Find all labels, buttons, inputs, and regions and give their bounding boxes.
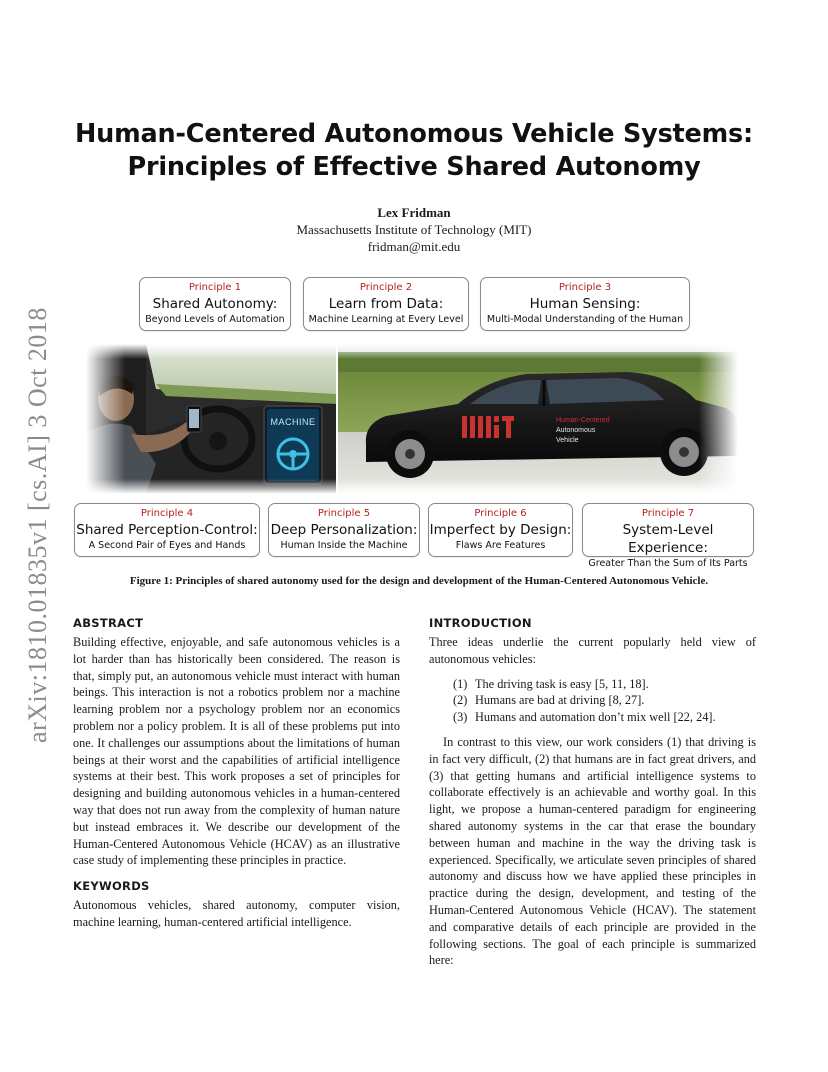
principle-number: Principle 2 (359, 282, 413, 293)
list-item-text: Humans are bad at driving [8, 27]. (475, 693, 645, 708)
principle-subtitle: Multi-Modal Understanding of the Human (486, 314, 684, 325)
author-affiliation: Massachusetts Institute of Technology (MIT) (296, 222, 532, 237)
list-item (453, 676, 756, 693)
principle-subtitle: A Second Pair of Eyes and Hands (88, 540, 246, 551)
introduction-heading: INTRODUCTION (429, 616, 532, 630)
principle-number: Principle 3 (558, 282, 612, 293)
principle-box-5 (268, 503, 420, 557)
principle-title: Learn from Data: (328, 296, 444, 312)
list-item (453, 709, 756, 726)
principle-subtitle: Greater Than the Sum of Its Parts (588, 558, 748, 569)
principle-subtitle: Machine Learning at Every Level (308, 314, 464, 325)
principle-number: Principle 6 (474, 508, 527, 519)
principle-title: Deep Personalization: (270, 522, 418, 538)
abstract-heading: ABSTRACT (73, 616, 144, 630)
list-item-text: Humans and automation don’t mix well [22, 24]. (475, 710, 716, 725)
list-item-number: (2) (453, 693, 468, 708)
assumptions-list (429, 676, 756, 726)
principle-box-1 (139, 277, 291, 331)
author-email: fridman@mit.edu (367, 239, 461, 254)
list-item-text: The driving task is easy [5, 11, 18]. (475, 676, 649, 691)
principle-box-2 (303, 277, 469, 331)
list-item (453, 692, 756, 709)
principle-title: System-Level Experience: (622, 522, 714, 556)
introduction-body: In contrast to this view, our work considers (1) that driving is in fact very difficult, (2) that humans are in fact great drivers, and (3) that getting humans and artificial intelligence systems to collaborate effectively is an achievable and worthy goal. In this light, we propose a human-centered paradigm for engineering shared autonomy systems in the car that erase the boundary between human and machine in the way the driving task is experienced. Specifically, we articulate seven principles of shared autonomy and discuss how we have applied these principles in practice during the design, development, and testing of the Human-Centered Autonomous Vehicle (HCAV). The statement and comparative details of each principle are provided in the following sections. The goal of each principle is summarized here: (429, 734, 756, 968)
paper-title (0, 118, 828, 184)
list-item-number: (1) (453, 676, 468, 691)
principle-number: Principle 7 (641, 508, 695, 519)
title-line-1: Human-Centered Autonomous Vehicle Systems: (75, 119, 753, 149)
principle-number: Principle 5 (317, 508, 371, 519)
principle-title: Shared Perception-Control: (76, 522, 258, 538)
principle-subtitle: Human Inside the Machine (280, 540, 408, 551)
principle-title: Human Sensing: (529, 296, 641, 312)
principle-number: Principle 1 (188, 282, 242, 293)
principle-subtitle: Beyond Levels of Automation (145, 314, 285, 325)
keywords-text: Autonomous vehicles, shared autonomy, computer vision, machine learning, human-centered artificial intelligence. (73, 898, 400, 929)
keywords-heading: KEYWORDS (73, 879, 150, 894)
author-block (0, 204, 828, 255)
hcav-photo (86, 344, 738, 494)
principle-box-6 (428, 503, 573, 557)
introduction-lead: Three ideas underlie the current popularly held view of autonomous vehicles: (429, 635, 756, 666)
principle-box-7 (582, 503, 754, 569)
principle-box-4 (74, 503, 260, 557)
arxiv-identifier: arXiv:1810.01835v1 [cs.AI] 3 Oct 2018 (23, 307, 52, 743)
left-column (73, 616, 400, 931)
list-item-number: (3) (453, 710, 468, 725)
principle-box-3 (480, 277, 690, 331)
principle-subtitle: Flaws Are Features (455, 540, 546, 551)
author-name: Lex Fridman (377, 205, 451, 220)
figure-caption: Figure 1: Principles of shared autonomy used for the design and development of the Human-Centered Autonomous Vehicle. (129, 575, 709, 587)
title-line-2: Principles of Effective Shared Autonomy (127, 152, 701, 182)
principle-title: Shared Autonomy: (152, 296, 278, 312)
principle-number: Principle 4 (140, 508, 194, 519)
principle-title: Imperfect by Design: (429, 522, 572, 538)
abstract-text: Building effective, enjoyable, and safe autonomous vehicles is a lot harder than has historically been considered. The reason is that, simply put, an autonomous vehicle must interact with human beings. This interaction is not a robotics problem nor a machine learning problem nor a psychology problem nor an economics problem nor a policy problem. It is all of these problems put into one. It challenges our assumptions about the limitations of human beings at their worst and the capabilities of artificial intelligence systems at their best. This work proposes a set of principles for designing and building autonomous vehicles in a human-centered way that does not run away from the complexity of human nature but instead embraces it. We describe our development of the Human-Centered Autonomous Vehicle (HCAV) as an illustrative case study of implementing these principles in practice. (73, 635, 400, 868)
right-column (429, 616, 756, 969)
